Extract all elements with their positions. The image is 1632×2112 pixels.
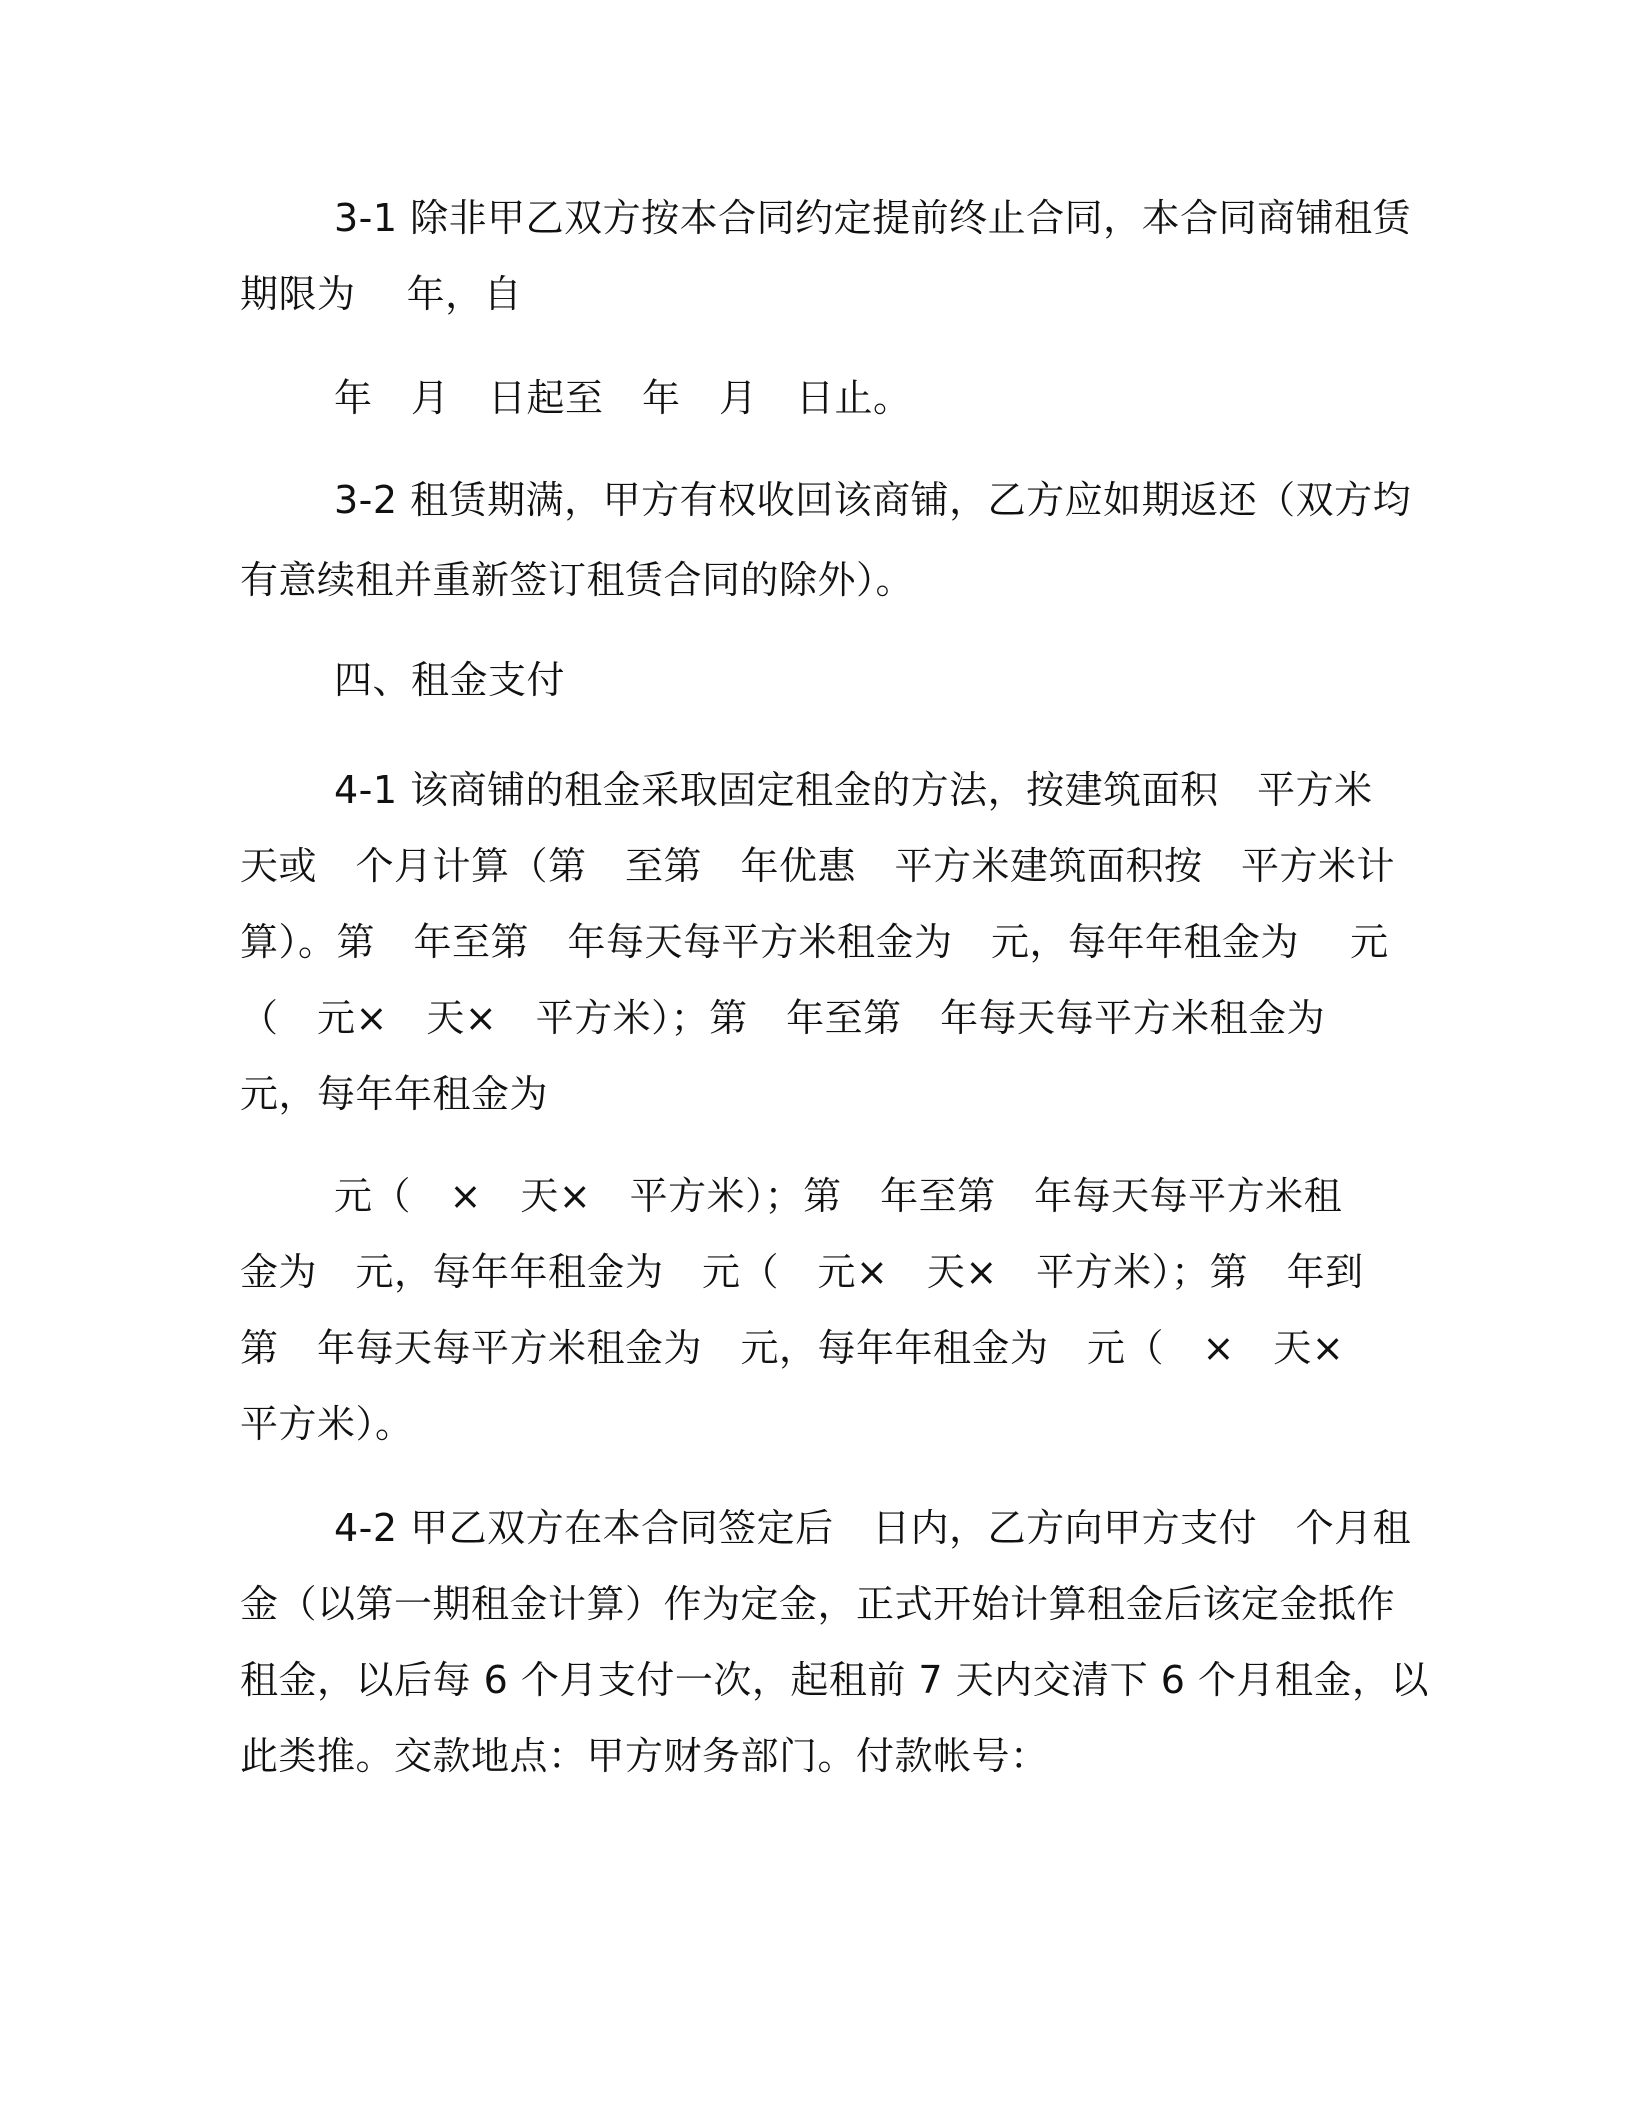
clause-4-2-line-1: 4-2 甲乙双方在本合同签定后 日内，乙方向甲方支付 个月租 [334,1506,1412,1550]
clause-4-1-line-5: 元，每年年租金为 [240,1072,549,1116]
clause-4-1-line-7: 金为 元，每年年租金为 元（ 元× 天× 平方米）；第 年到 [240,1250,1364,1294]
clause-4-1-line-3: 算）。第 年至第 年每天每平方米租金为 元，每年年租金为 元 [240,920,1389,964]
clause-4-1-line-4: （ 元× 天× 平方米）；第 年至第 年每天每平方米租金为 [240,996,1326,1040]
clause-3-2-line-1: 3-2 租赁期满，甲方有权收回该商铺，乙方应如期返还（双方均 [334,478,1412,522]
clause-4-2-line-2: 金（以第一期租金计算）作为定金，正式开始计算租金后该定金抵作 [240,1582,1396,1626]
clause-4-1-line-8: 第 年每天每平方米租金为 元，每年年租金为 元（ × 天× [240,1326,1345,1370]
clause-4-1-line-1: 4-1 该商铺的租金采取固定租金的方法，按建筑面积 平方米 [334,768,1373,812]
clause-4-2-line-3: 租金，以后每 6 个月支付一次，起租前 7 天内交清下 6 个月租金，以 [240,1658,1430,1702]
clause-3-1-line-1: 3-1 除非甲乙双方按本合同约定提前终止合同，本合同商铺租赁 [334,196,1412,240]
clause-4-1-line-2: 天或 个月计算（第 至第 年优惠 平方米建筑面积按 平方米计 [240,844,1396,888]
clause-4-2-line-4: 此类推。交款地点：甲方财务部门。付款帐号： [240,1734,1049,1778]
clause-4-1-line-9: 平方米）。 [240,1402,414,1446]
clause-3-2-line-2: 有意续租并重新签订租赁合同的除外）。 [240,558,915,602]
section-heading-rent-payment: 四、租金支付 [334,658,566,702]
clause-3-1-line-3: 年 月 日起至 年 月 日止。 [334,376,912,420]
clause-3-1-line-2: 期限为 年，自 [240,272,523,316]
clause-4-1-line-6: 元（ × 天× 平方米）；第 年至第 年每天每平方米租 [334,1174,1343,1218]
